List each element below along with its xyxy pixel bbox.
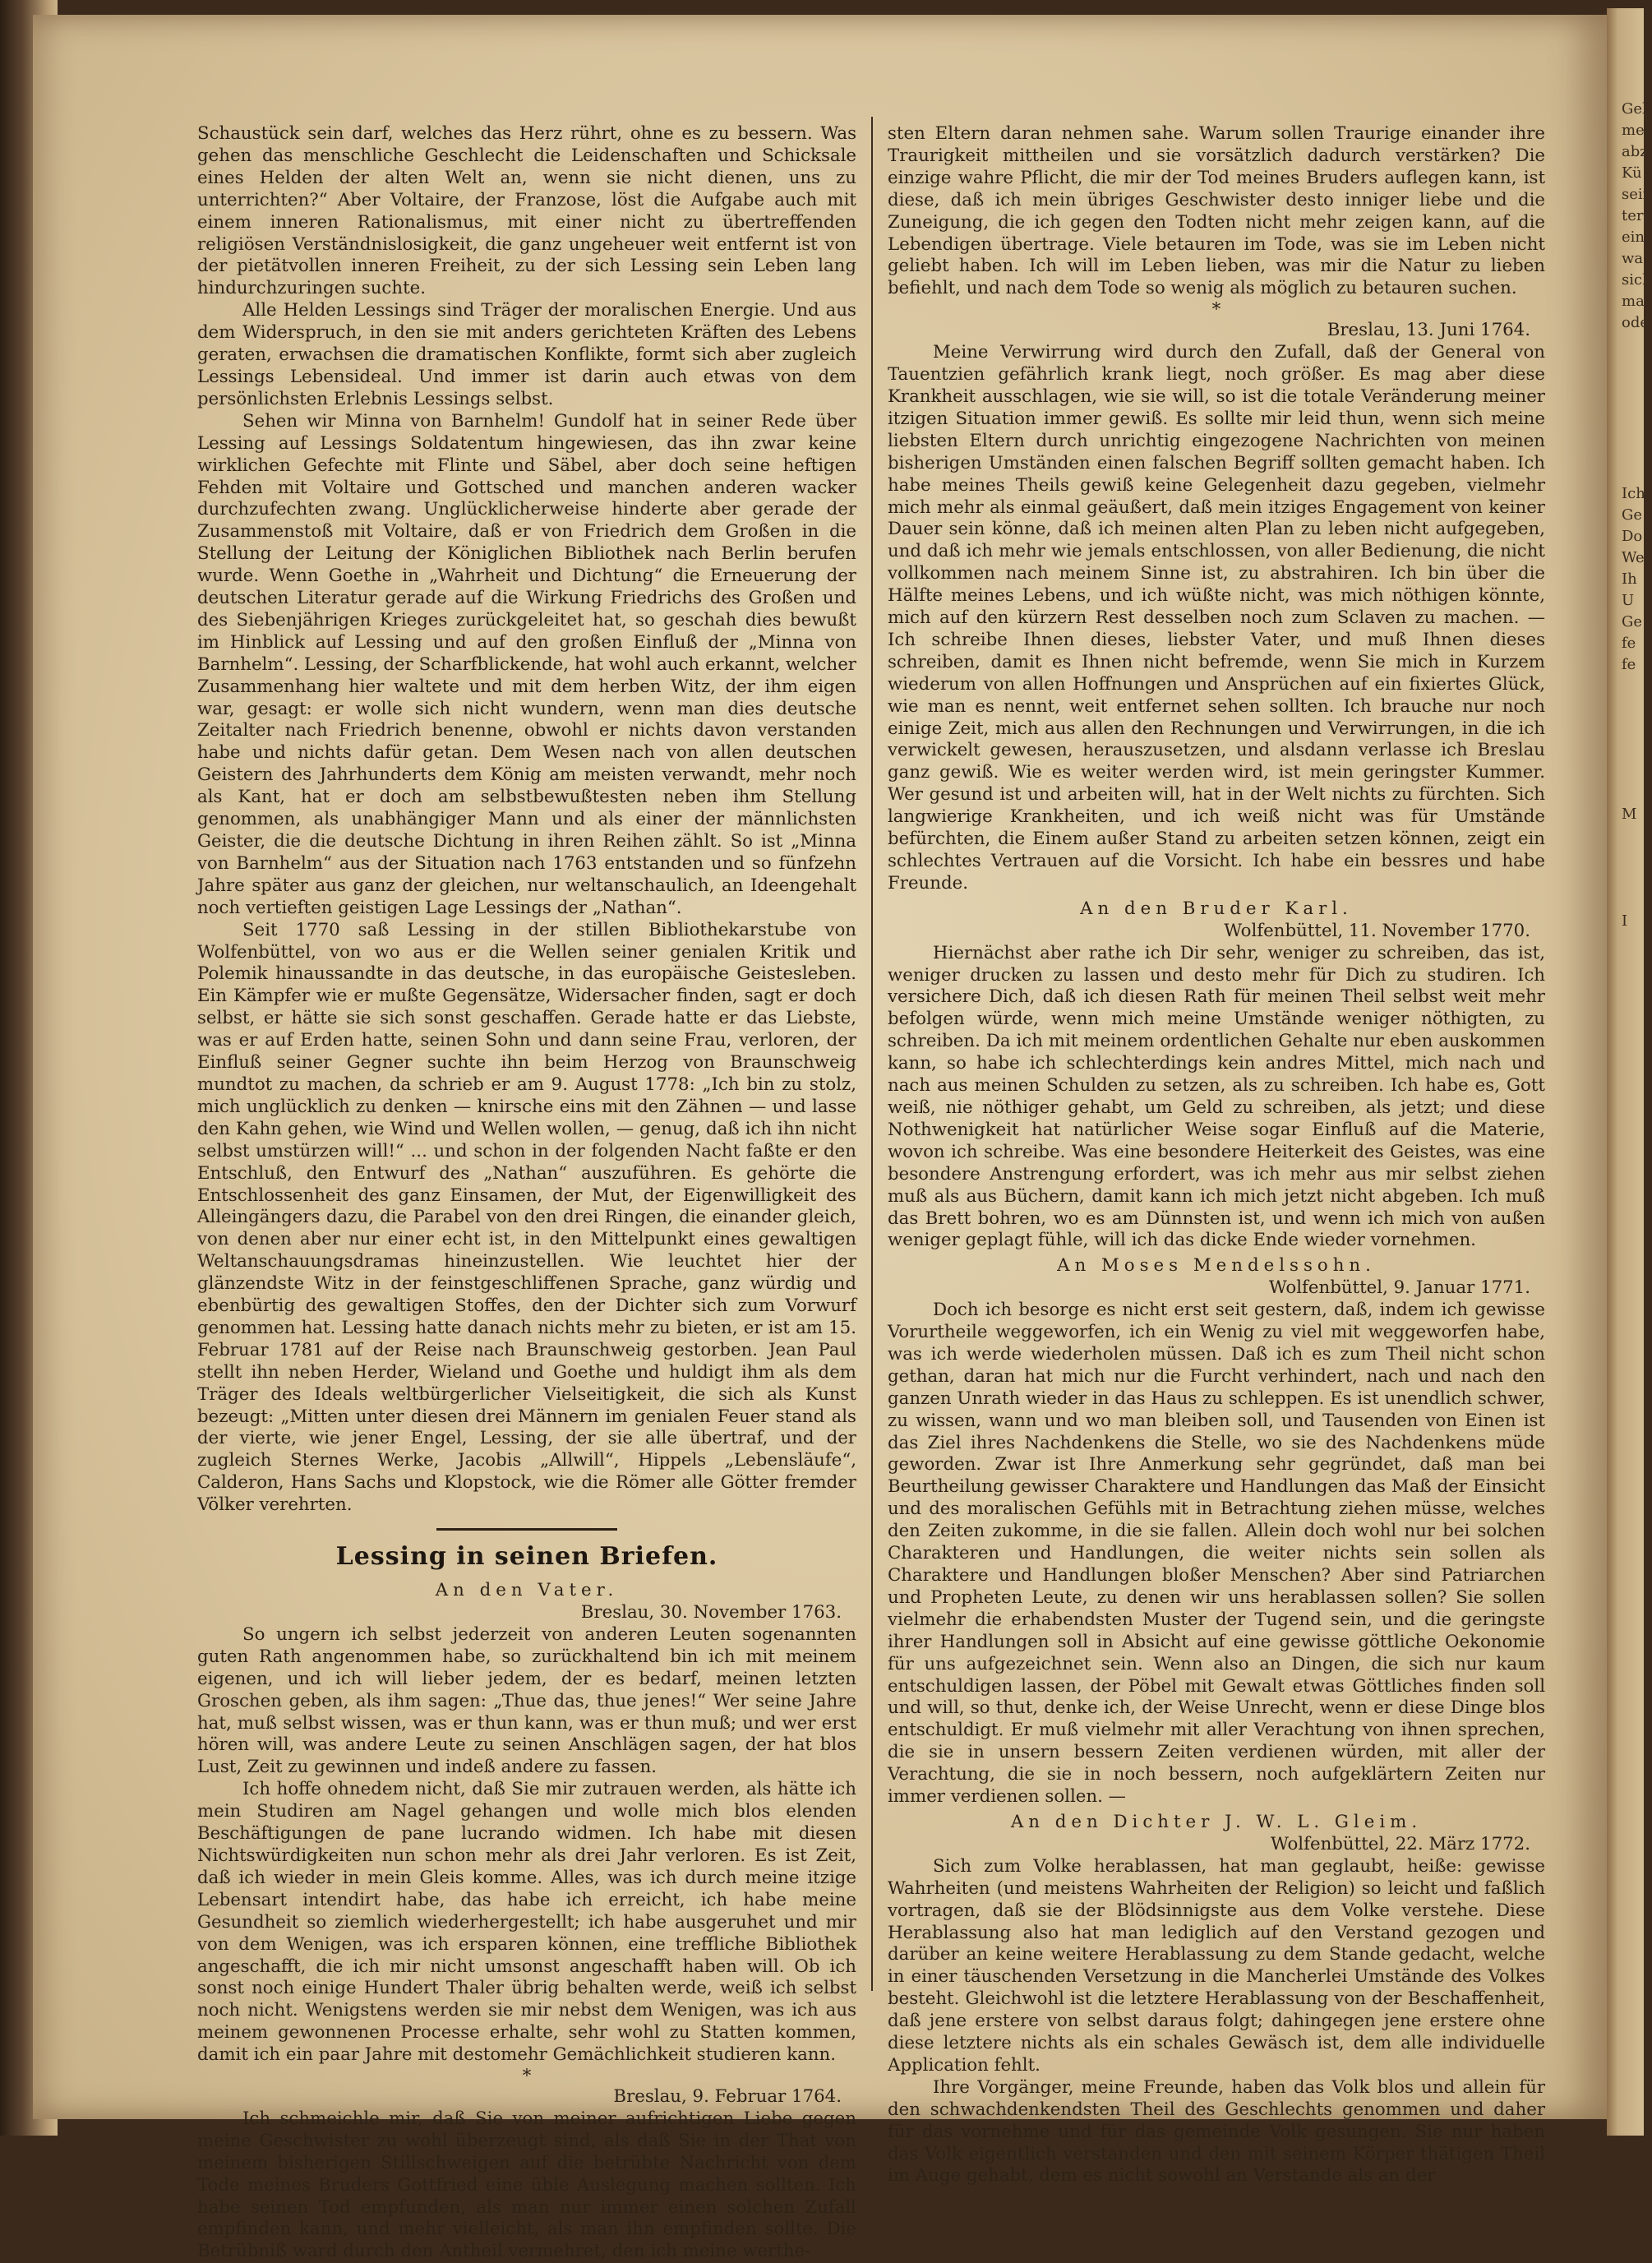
next-page-fragment <box>1607 1616 1644 1637</box>
next-page-fragment <box>1607 1488 1644 1509</box>
next-page-fragment <box>1607 1231 1644 1253</box>
next-page-fragment <box>1607 718 1644 740</box>
next-page-fragment <box>1607 441 1644 462</box>
next-page-fragment: mei <box>1622 122 1650 139</box>
next-page-fragment <box>1607 1787 1644 1808</box>
next-page-fragment <box>1607 1573 1644 1595</box>
next-page-fragment <box>1607 1873 1644 1894</box>
next-page-fragment: We <box>1622 549 1645 566</box>
next-page-fragment: Do <box>1622 528 1643 545</box>
next-page-fragment <box>1607 355 1644 376</box>
paragraph: Meine Verwirrung wird durch den Zufall, daß der General von Tauentzien gefährlich krank liegt, noch größer. Es mag aber diese Krankheit ausschlagen, wie sie will, so ist die totale Veränderung meiner itzigen Situation immer gewiß. Es sollte mir leid thun, wenn sich meine liebsten Eltern durch unrichtig eingezogene Nachrichten von meinen bisherigen Umständen einen falschen Begriff sollten gemacht haben. Ich habe meines Theils gewiß keine Gelegenheit dazu gegeben, vielmehr mich mehr als einmal geäußert, daß mein itziges Engagement von keiner Dauer sein könne, daß ich meinen alten Plan zu leben nicht aufgegeben, und daß ich mehr wie jemals entschlossen, von aller Bedienung, die nicht vollkommen nach meinem Sinne ist, zu abstrahiren. Ich bin über die Hälfte meines Lebens, und ich wüßte nicht, was mich nöthigen könnte, mich auf den kürzern Rest desselben noch zum Sclaven zu machen. — Ich schreibe Ihnen dieses, liebster Vater, und muß Ihnen dieses schreiben, damit es Ihnen nicht befremde, wenn Sie mich in Kurzem wiederum von allen Hoffnungen und Ansprüchen auf ein fixiertes Glück, wie man es nennt, weit entfernet sehen sollten. Ich brauche nur noch einige Zeit, mich aus allen den Rechnungen und Verwirrungen, in die ich verwickelt gewesen, herauszusetzen, und alsdann verlasse ich Breslau ganz gewiß. Wie es weiter werden wird, ist mein geringster Kummer. Wer gesund ist und arbeiten will, hat in der Welt nichts zu fürchten. Sich langwierige Krankheiten, und ich weiß nicht was für Umstände befürchten, die Einem außer Stand zu arbeiten setzen können, zeigt ein schlechtes Vertrauen auf die Vorsicht. Ich habe ein bessres und habe Freunde. <box>888 342 1545 894</box>
next-page-fragment <box>1607 1060 1644 1082</box>
next-page-fragment <box>1607 2086 1644 2108</box>
next-page-fragment <box>1607 1445 1644 1466</box>
next-page-fragment <box>1607 975 1644 996</box>
letter-dateline: Breslau, 13. Juni 1764. <box>1327 320 1530 341</box>
next-page-fragment: sein <box>1622 186 1652 203</box>
next-page-fragment <box>1607 676 1644 697</box>
next-page-fragment: Ge <box>1622 506 1643 524</box>
next-page-fragment <box>1607 825 1644 847</box>
next-page-fragment: Ge <box>1622 613 1643 630</box>
next-page-fragment <box>1607 1125 1644 1146</box>
next-page-fragment <box>1607 2108 1644 2129</box>
section-divider <box>436 1528 617 1531</box>
next-page-fragment <box>1607 1723 1644 1744</box>
next-page-fragment <box>1607 462 1644 483</box>
next-page-fragment <box>1607 2129 1644 2150</box>
next-page-fragment: fe <box>1622 656 1636 673</box>
next-page-fragment <box>1607 1424 1644 1445</box>
next-page-fragment <box>1607 1680 1644 1702</box>
letter-addressee: An Moses Mendelssohn. <box>1057 1255 1376 1277</box>
column-divider <box>871 117 873 1991</box>
next-page-fragment <box>1607 2022 1644 2044</box>
paragraph: Ich hoffe ohnedem nicht, daß Sie mir zutrauen werden, als hätte ich mein Studiren am Nagel gehangen und wolle mich blos elenden Beschäftigungen de pane lucrando widmen. Ich habe mit diesen Nichtswürdigkeiten nun schon mehr als drei Jahr verloren. Es ist Zeit, daß ich wieder in mein Gleis komme. Alles, was ich durch meine itzige Lebensart intendirt habe, das habe ich erreicht, ich habe meine Gesundheit so ziemlich wiederhergestellt; ich habe ausgeruhet und mir von dem Wenigen, was ich ersparen können, eine treffliche Bibliothek angeschafft, die ich mir nicht umsonst angeschafft haben will. Ob ich sonst noch einige Hundert Thaler übrig behalten werde, weiß ich selbst noch nicht. Wenigstens werden sie mir nebst dem Wenigen, was ich aus meinem gewonnenen Processe erhalte, sehr wohl zu Statten kommen, damit ich ein paar Jahre mit destomehr Gemächlichkeit studieren kann. <box>197 1779 856 2066</box>
next-page-fragment <box>1607 1295 1644 1317</box>
next-page-fragment: Ich <box>1622 485 1645 502</box>
next-page-fragment <box>1607 1702 1644 1723</box>
next-page-fragment <box>1607 1766 1644 1787</box>
next-page-fragment <box>1607 1082 1644 1103</box>
asterisk-separator: * <box>522 2066 532 2087</box>
next-page-fragment <box>1607 1659 1644 1680</box>
letter-addressee: An den Vater. <box>435 1580 619 1601</box>
paragraph: Sich zum Volke herablassen, hat man geglaubt, heiße: gewisse Wahrheiten (und meistens Wahrheiten der Religion) so leicht und faßlich vortragen, daß sie der Blödsinnigste aus dem Volke verstehe. Diese Herablassung also hat man lediglich auf den Verstand gezogen und darüber an keine weitere Herablassung zu dem Stande gedacht, welche in einer täuschenden Versetzung in die Mancherlei Umstände des Volkes besteht. Gleichwohl ist die letztere Herablassung von der Beschaffenheit, daß jene erstere von selbst daraus folgt; dahingegen jene erstere ohne diese letztere nichts als ein schales Gewäsch ist, dem alle individuelle Application fehlt. <box>888 1855 1545 2076</box>
next-page-fragment: I <box>1622 912 1628 930</box>
next-page-fragment <box>1607 1103 1644 1125</box>
letter-dateline: Wolfenbüttel, 22. März 1772. <box>1271 1833 1530 1854</box>
next-page-fragment <box>1607 954 1644 975</box>
next-page-fragment <box>1607 1552 1644 1573</box>
letter-dateline: Wolfenbüttel, 9. Januar 1771. <box>1268 1277 1530 1299</box>
next-page-fragment <box>1607 1915 1644 1937</box>
next-page-fragment: ode <box>1622 314 1650 331</box>
next-page-fragment: ein <box>1622 229 1645 246</box>
paragraph: Ich schmeichle mir, daß Sie von meiner aufrichtigen Liebe gegen meine Geschwister zu wohl überzeugt sind, als daß Sie in der That von meinem bisherigen Stillschweigen auf die betrübte Nachricht von dem Tode meines Bruders Gottfried eine üble Auslegung machen sollten. Ich habe seinen Tod empfunden, als man nur immer einen solchen Zufall empfinden kann, und mehr vielleicht, als man ihn empfinden sollte. Die Betrübniß ward durch den Antheil vermehret, den ich meine werthe- <box>197 2108 856 2262</box>
letter-dateline: Wolfenbüttel, 11. November 1770. <box>1224 920 1530 941</box>
next-page-fragment <box>1607 1958 1644 1979</box>
next-page-fragment <box>1607 1937 1644 1958</box>
next-page-fragment <box>1607 334 1644 355</box>
section-title: Lessing in seinen Briefen. <box>335 1542 718 1572</box>
next-page-fragment: Gel <box>1622 100 1647 118</box>
paragraph: Ihre Vorgänger, meine Freunde, haben das Volk blos und allein für den schwachdenkendsten Theil des Geschlechts genommen und daher für das vornehme und für das gemeinde Volk gesungen. Sie nur haben das Volk eigentlich verstanden und den mit seinem Körper thätigen Theil im Auge gehabt, dem es nicht sowohl an Verstande als an der <box>888 2076 1545 2187</box>
next-page-fragment <box>1607 1466 1644 1488</box>
next-page-fragment <box>1607 697 1644 718</box>
next-page-fragment: U <box>1622 592 1635 609</box>
next-page-fragment <box>1607 996 1644 1018</box>
next-page-fragment: abz <box>1622 143 1648 160</box>
next-page-fragment: tere <box>1622 207 1652 224</box>
next-page-fragment <box>1607 1595 1644 1616</box>
next-page-fragment <box>1607 1830 1644 1851</box>
next-page-fragment <box>1607 783 1644 804</box>
letter-addressee: An den Dichter J. W. L. Gleim. <box>1010 1811 1423 1832</box>
letter-dateline: Breslau, 30. November 1763. <box>580 1602 842 1623</box>
next-page-fragment <box>1607 1253 1644 1274</box>
letter-addressee: An den Bruder Karl. <box>1080 898 1353 919</box>
next-page-fragment <box>1607 1979 1644 2001</box>
next-page-fragment <box>1607 1338 1644 1360</box>
next-page-fragment <box>1607 761 1644 783</box>
next-page-fragment <box>1607 1167 1644 1189</box>
paragraph: Doch ich besorge es nicht erst seit gestern, daß, indem ich gewisse Vorurtheile weggeworfen, ich ein Wenig zu viel mit weggeworfen habe, was ich werde wiederholen müssen. Daß ich es zum Theil nicht schon gethan, daran hat mich nur die Furcht verhindert, nach und nach den ganzen Unrath wieder in das Haus zu schleppen. Es ist unendlich schwer, zu wissen, wann und wo man bleiben soll, und Tausenden von Einen ist das Ziel ihres Nachdenkens die Stelle, wo sie des Nachdenkens müde geworden. Zwar ist Ihre Anmerkung sehr gegründet, daß man bei Beurtheilung gewisser Charaktere und Handlungen das Maß der Einsicht und des moralischen Gefühls mit in Betrachtung ziehen müsse, welches den Zeiten zukomme, in die sie fallen. Allein doch wohl nur bei solchen Charakteren und Handlungen, die weiter nichts sein sollen als Charaktere und Handlungen bloßer Menschen? Aber sind Patriarchen und Propheten Leute, zu denen wir uns herablassen sollen? Sie sollen vielmehr die erhabendsten Muster der Tugend sein, und die geringste ihrer Handlungen soll in Absicht auf eine gewisse göttliche Oekonomie für uns aufgezeichnet sein. Wenn also an Dingen, die sich nur kaum entschuldigen lassen, der Pöbel mit Gewalt etwas Göttliches finden soll und will, so thut, denke ich, der Weise Unrecht, wenn er diese Dinge blos entschuldigt. Er muß vielmehr mit aller Verachtung von ihnen sprechen, die sie in unsern bessern Zeiten verdienen würden, mit aller der Verachtung, die sie in noch bessern, noch aufgeklärtern Zeiten nur immer verdienen sollen. — <box>888 1300 1545 1808</box>
next-page-fragment <box>1607 2044 1644 2065</box>
next-page-fragment <box>1607 1851 1644 1873</box>
next-page-fragment: Ih <box>1622 570 1637 588</box>
next-page-fragment <box>1607 1317 1644 1338</box>
next-page-fragment <box>1607 1146 1644 1167</box>
next-page-fragment <box>1607 2065 1644 2086</box>
next-page-fragment <box>1607 1189 1644 1210</box>
next-page-fragment <box>1607 1360 1644 1381</box>
next-page-fragment <box>1607 398 1644 419</box>
next-page-fragment <box>1607 1531 1644 1552</box>
next-page-fragment: Kü <box>1622 164 1642 182</box>
next-page-fragment: fe <box>1622 635 1636 652</box>
paragraph: Schaustück sein darf, welches das Herz rührt, ohne es zu bessern. Was gehen das menschliche Geschlecht die Leidenschaften und Schicksale eines Helden der alten Welt an, wenn sie nicht dienen, uns zu unterrichten?“ Aber Voltaire, der Franzose, löst die Aufgabe auch mit einem inneren Rationalismus, mit einer nicht zu übertreffenden religiösen Verständnislosigkeit, die ganz ungeheuer weit entfernt ist von der pietätvollen inneren Freiheit, zu der sich Lessing sein Leben lang hindurchzuringen suchte. <box>197 123 856 299</box>
next-page-fragment <box>1607 932 1644 954</box>
left-column <box>197 123 856 2263</box>
right-column <box>888 123 1545 2187</box>
next-page-text-fragments <box>1607 8 1652 2150</box>
next-page-fragment: M <box>1622 806 1637 823</box>
next-page-fragment <box>1607 868 1644 889</box>
next-page-fragment <box>1607 847 1644 868</box>
next-page-fragment <box>1607 1402 1644 1424</box>
next-page-fragment <box>1607 419 1644 441</box>
paragraph: So ungern ich selbst jederzeit von anderen Leuten sogenannten guten Rath angenommen habe, so zurückhaltend bin ich mit meinem eigenen, und ich will lieber jedem, der es bedarf, meinen letzten Groschen geben, als ihm sagen: „Thue das, thue jenes!“ Wer seine Jahre hat, muß selbst wissen, was er thun kann, was er thun muß; und wer erst hören will, was andere Leute zu seinen Anschlägen sagen, der hat blos Lust, Zeit zu gewinnen und indeß andere zu fassen. <box>197 1623 856 1778</box>
next-page-fragment <box>1607 1039 1644 1060</box>
next-page-edge <box>1607 8 1652 2136</box>
next-page-fragment <box>1607 1637 1644 1659</box>
next-page-fragment <box>1607 889 1644 911</box>
next-page-fragment <box>1607 1509 1644 1531</box>
next-page-fragment <box>1607 1808 1644 1830</box>
next-page-fragment <box>1607 1210 1644 1231</box>
paragraph: Seit 1770 saß Lessing in der stillen Bibliothekarstube von Wolfenbüttel, von wo aus er die Wellen seiner genialen Kritik und Polemik hinaussandte in das deutsche, in das europäische Geistesleben. Ein Kämpfer wie er mußte Gegensätze, Widersacher finden, sagt er doch selbst, er hätte sie sich sonst geschaffen. Gerade hatte er das Liebste, was er auf Erden hatte, seinen Sohn und dann seine Frau, verloren, der Einfluß seiner Gegner suchte ihn beim Herzog von Braunschweig mundtot zu machen, da schrieb er am 9. August 1778: „Ich bin zu stolz, mich unglücklich zu denken — knirsche eins mit den Zähnen — und lasse den Kahn gehen, wie Wind und Wellen wollen, — genug, daß ich ihn nicht selbst umstürzen will!“ ... und schon in der folgenden Nacht faßte er den Entschluß, den Entwurf des „Nathan“ auszuführen. Es gehörte die Entschlossenheit des ganz Einsamen, der Mut, der Eigenwilligkeit des Alleingängers dazu, die Parabel von den drei Ringen, die einander gleich, von denen aber nur einer echt ist, in den Mittelpunkt eines gewaltigen Weltanschauungsdramas hineinzustellen. Wie leuchtet hier der glänzendste Witz in der feinstgeschliffenen Sprache, ganz würdig und ebenbürtig des gewaltigen Stoffes, den der Dichter sich zum Vorwurf genommen hat. Lessing hatte danach nichts mehr zu bieten, er ist am 15. Februar 1781 auf der Reise nach Braunschweig gestorben. Jean Paul stellt ihn neben Herder, Wieland und Goethe und huldigt ihm als dem Träger des Ideals weltbürgerlicher Vielseitigkeit, die sich als Kunst bezeugt: „Mitten unter diesen drei Männern im genialen Feuer stand als der vierte, wie jener Engel, Lessing, der sie alle übertraf, und der zugleich Sternes Werke, Jacobis „Allwill“, Hippels „Lebensläufe“, Calderon, Hans Sachs und Klopstock, wie die Römer alle Götter fremder Völker verehrten. <box>197 919 856 1516</box>
next-page-fragment: sich <box>1622 271 1652 289</box>
paragraph: sten Eltern daran nehmen sahe. Warum sollen Traurige einander ihre Traurigkeit mittheilen und sie vorsätzlich dadurch verstärken? Die einzige wahre Pflicht, die mir der Tod meines Bruders auflegen kann, ist diese, daß ich mein übriges Geschwister desto inniger liebe und die Zuneigung, die ich gegen den Todten nicht mehr zeigen kann, auf die Lebendigen übertrage. Viele betauren im Tode, was sie im Leben nicht geliebt haben. Ich will im Leben lieben, was mir die Natur zu lieben befiehlt, und nach dem Tode so wenig als möglich zu betauren suchen. <box>888 123 1545 299</box>
next-page-fragment: ma <box>1622 293 1645 310</box>
next-page-fragment <box>1607 2001 1644 2022</box>
next-page-fragment <box>1607 376 1644 398</box>
next-page-fragment <box>1607 1744 1644 1766</box>
next-page-fragment <box>1607 1018 1644 1039</box>
asterisk-separator: * <box>1211 299 1221 321</box>
next-page-fragment <box>1607 1274 1644 1295</box>
letter-dateline: Breslau, 9. Februar 1764. <box>613 2086 842 2108</box>
next-page-fragment <box>1607 1894 1644 1915</box>
paragraph: Hiernächst aber rathe ich Dir sehr, weniger zu schreiben, das ist, weniger drucken zu lassen und desto mehr für Dich zu studiren. Ich versichere Dich, daß ich diesen Rath für meinen Theil selbst weit mehr befolgen würde, wenn mich meine Umstände weniger nöthigten, zu schreiben. Da ich mit meinem ordentlichen Gehalte nur eben auskommen kann, so habe ich schlechterdings kein andres Mittel, mich nach und nach aus meinen Schulden zu setzen, als zu schreiben. Ich habe es, Gott weiß, nie nöthiger gehabt, um Geld zu schreiben, als jetzt; und diese Nothwenigkeit hat natürlicher Weise sogar Einfluß auf die Materie, wovon ich schreibe. Was eine besondere Heiterkeit des Geistes, was eine besondere Anstrengung erfordert, was ich mehr aus mir selbst ziehen muß als aus Büchern, damit kann ich mich jetzt nicht abgeben. Ich muß das Brett bohren, wo es am Dünnsten ist, und wenn ich mich von außen weniger geplagt fühle, will ich das dicke Ende wieder vornehmen. <box>888 942 1545 1251</box>
paragraph: Alle Helden Lessings sind Träger der moralischen Energie. Und aus dem Widerspruch, in den sie mit anders gerichteten Kräften des Lebens geraten, erwachsen die dramatischen Konflikte, formt sich aber zugleich Lessings Lebensideal. Und immer ist darin auch etwas von dem persönlichsten Erlebnis Lessings selbst. <box>197 300 856 409</box>
next-page-fragment <box>1607 740 1644 761</box>
next-page-fragment: wa <box>1622 250 1644 267</box>
paragraph: Sehen wir Minna von Barnhelm! Gundolf hat in seiner Rede über Lessing auf Lessings Soldatentum hingewiesen, das ihn zwar keine wirklichen Gefechte mit Flinte und Säbel, aber doch seine heftigen Fehden mit Voltaire und Gottsched und manchen anderen wacker durchzufechten zwang. Unglücklicherweise hinderte aber gerade der Zusammenstoß mit Voltaire, daß er von Friedrich dem Großen in die Stellung der Leitung der Königlichen Bibliothek nach Berlin berufen wurde. Wenn Goethe in „Wahrheit und Dichtung“ die Erneuerung der deutschen Literatur gerade auf die Wirkung Friedrichs des Großen und des Siebenjährigen Krieges zurückgeleitet hat, so geschah dies bewußt im Hinblick auf Lessing und auf den großen Einfluß der „Minna von Barnhelm“. Lessing, der Scharfblickende, hat wohl auch erkannt, welcher Zusammenhang hier waltete und mit dem herben Witz, der ihm eigen war, gesagt: er wolle sich nicht wundern, wenn man dies deutsche Zeitalter nach Friedrich benenne, obwohl er nichts davon verstanden habe und nichts dafür getan. Dem Wesen nach von allen deutschen Geistern des Jahrhunderts dem König am meisten verwandt, mehr noch als Kant, hat er doch am selbstbewußtesten neben ihm Stellung genommen, als unabhängiger Mann und als einer der männlichsten Geister, die die deutsche Dichtung in ihren Reihen zählt. So ist „Minna von Barnhelm“ aus der Situation nach 1763 entstanden und so fünfzehn Jahre später aus ganz der gleichen, nur weltanschaulich, an Ideengehalt noch vertieften geistigen Lage Lessings der „Nathan“. <box>197 410 856 918</box>
next-page-fragment <box>1607 1381 1644 1402</box>
